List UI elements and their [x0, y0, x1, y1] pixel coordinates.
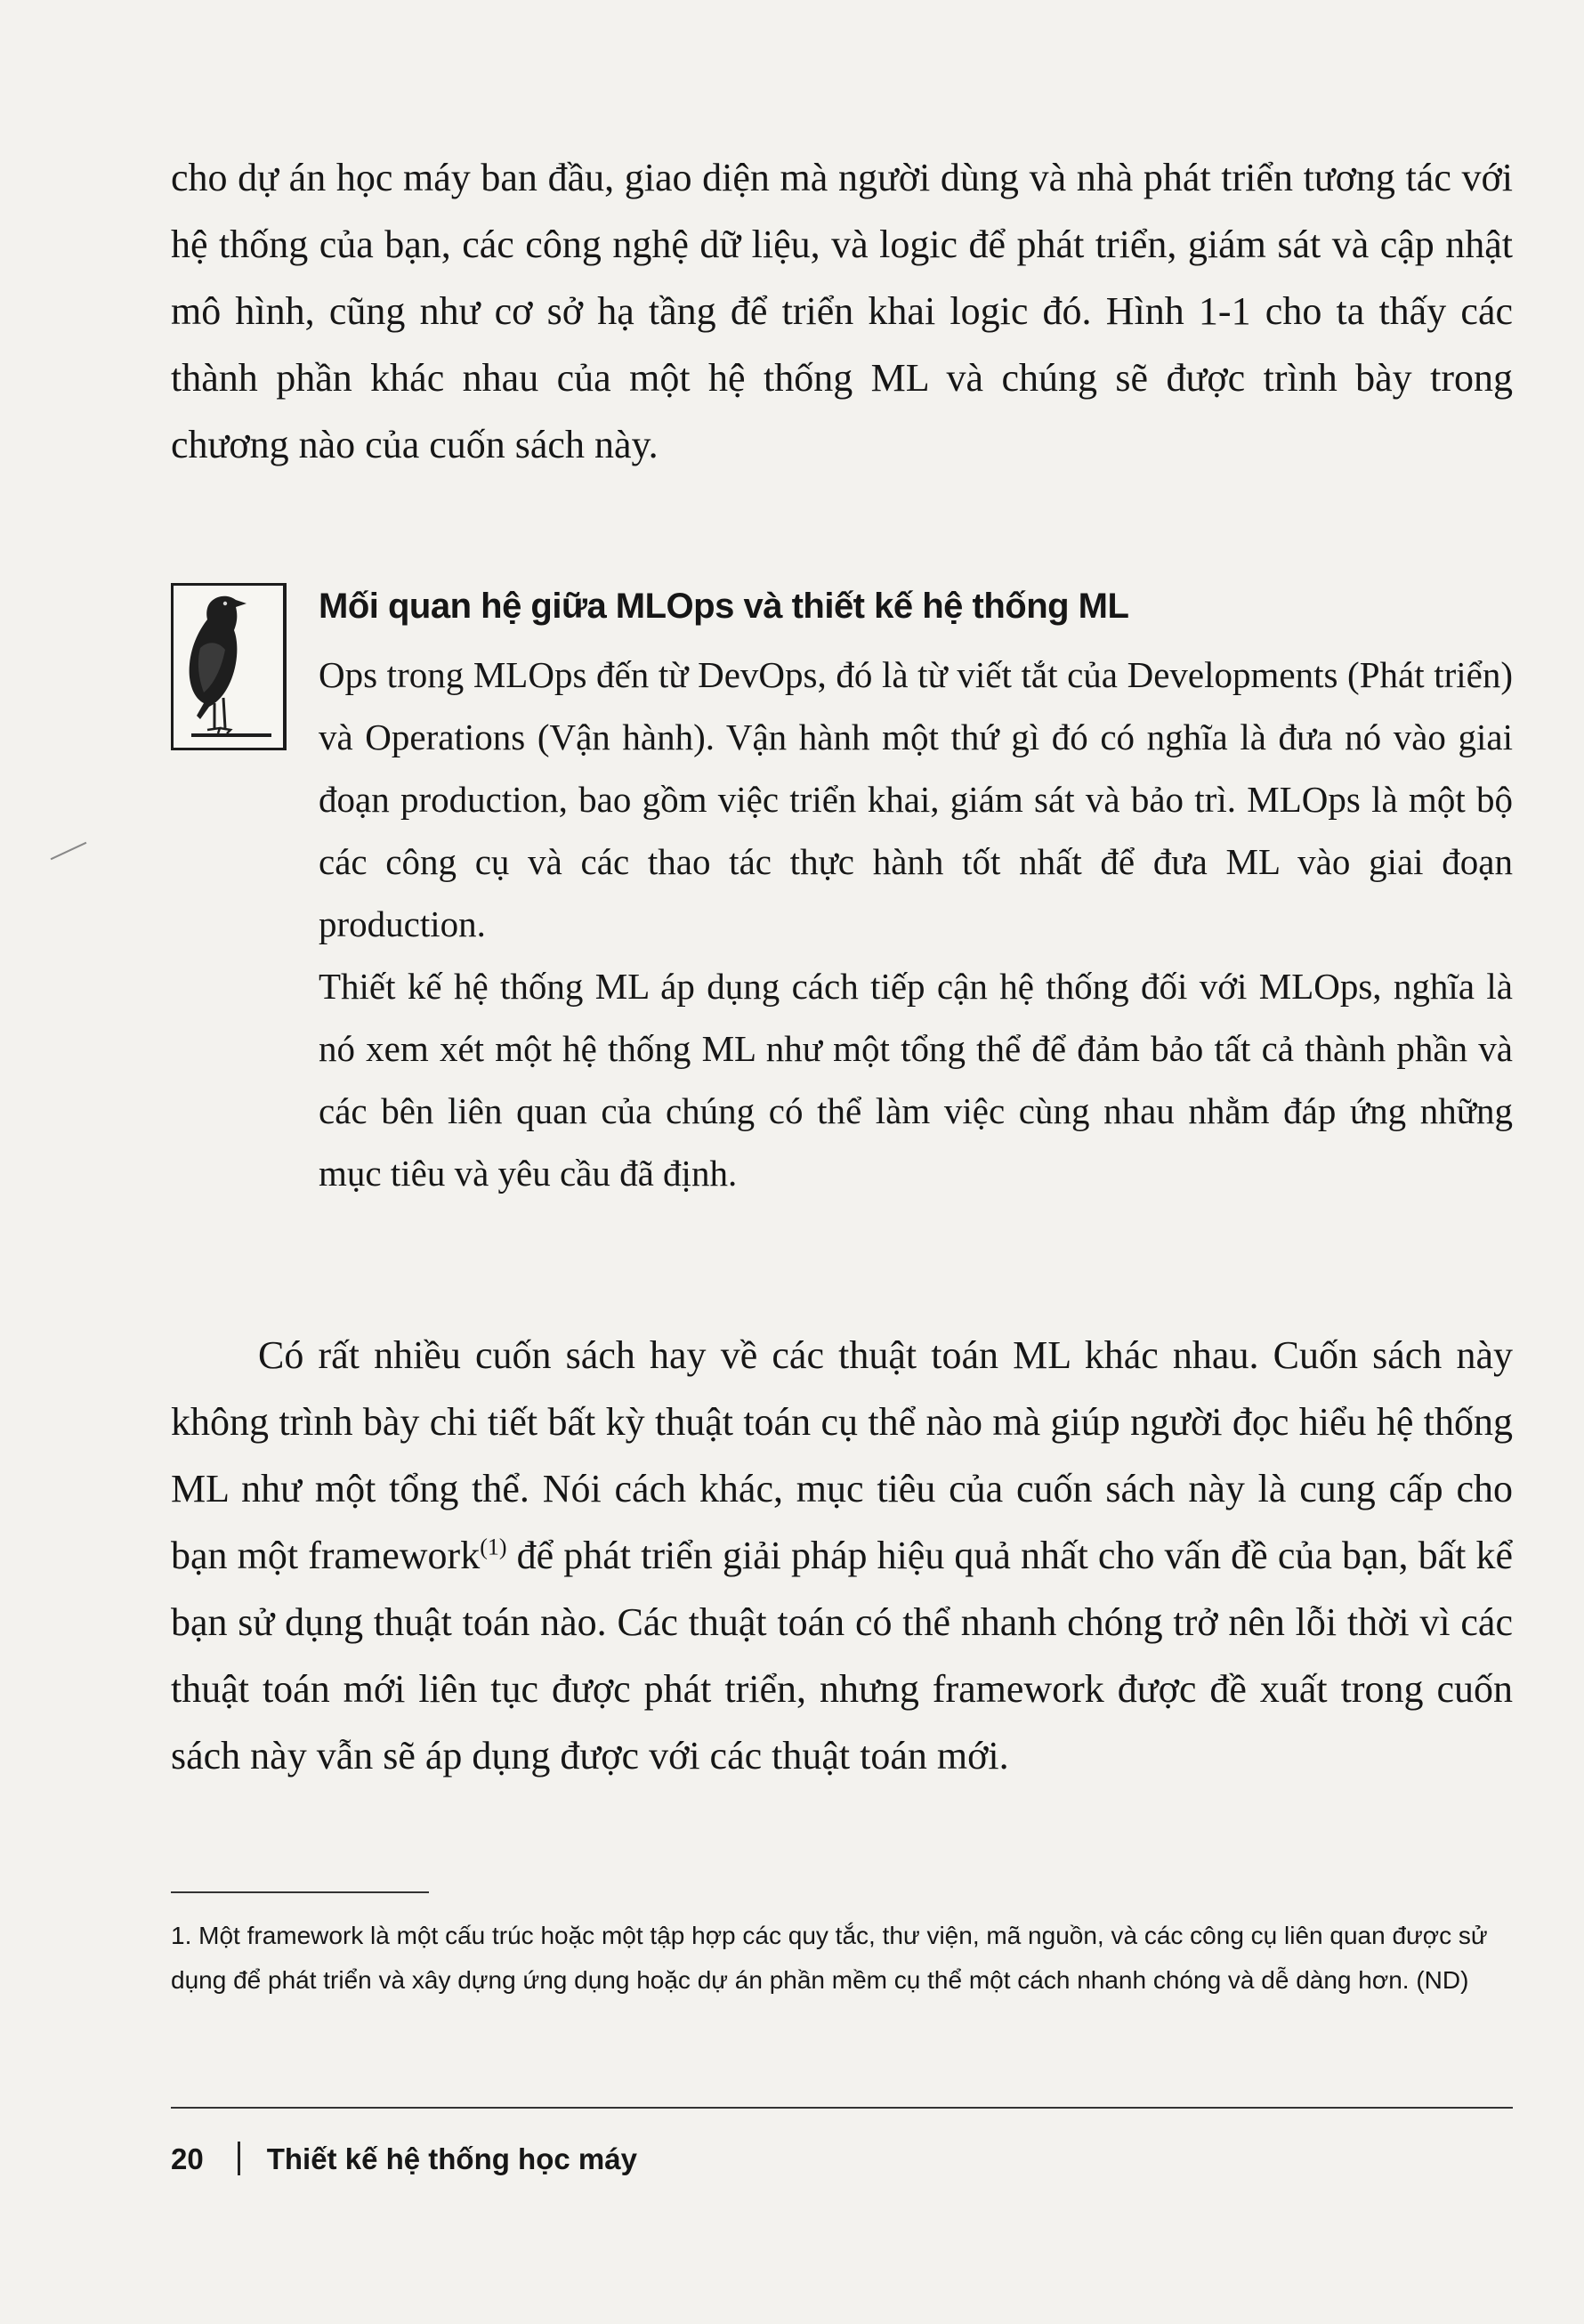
- note-paragraph: Ops trong MLOps đến từ DevOps, đó là từ viết tắt của Developments (Phát triển) và Operations (Vận hành). Vận hành một thứ gì đó có nghĩa là đưa nó vào giai đoạn production, bao gồm việc triển khai, giám sát và bảo trì. MLOps là một bộ các công cụ và các thao tác thực hành tốt nhất để đưa ML vào giai đoạn production.: [319, 654, 1513, 944]
- sidebar-note: [171, 574, 1513, 1251]
- footer-separator: [238, 2142, 240, 2175]
- note-body: [319, 644, 1513, 1204]
- note-paragraph: Thiết kế hệ thống ML áp dụng cách tiếp cận hệ thống đối với MLOps, nghĩa là nó xem xét một hệ thống ML như một tổng thể để đảm bảo tất cả thành phần và các bên liên quan của chúng có thể làm việc cùng nhau nhằm đáp ứng những mục tiêu và yêu cầu đã định.: [319, 966, 1513, 1194]
- page-footer: [171, 2134, 637, 2188]
- main-paragraph-text: Có rất nhiều cuốn sách hay về các thuật toán ML khác nhau. Cuốn sách này không trình bày chi tiết bất kỳ thuật toán cụ thể nào mà giúp người đọc hiểu hệ thống ML như một tổng thể. Nói cách khác, mục tiêu của cuốn sách này là cung cấp cho bạn một framework: [171, 1333, 1513, 1577]
- crow-icon: [171, 583, 287, 750]
- footnote: 1. Một framework là một cấu trúc hoặc một tập hợp các quy tắc, thư viện, mã nguồn, và các công cụ liên quan được sử dụng để phát triển và xây dựng ứng dụng hoặc dự án phần mềm cụ thể một cách nhanh chóng và dễ dàng hơn. (ND): [171, 1922, 1488, 1994]
- note-title: Mối quan hệ giữa MLOps và thiết kế hệ thống ML: [319, 587, 1129, 626]
- footnote-reference: (1): [480, 1534, 507, 1560]
- footnote-divider: [171, 1891, 429, 1893]
- intro-paragraph: cho dự án học máy ban đầu, giao diện mà người dùng và nhà phát triển tương tác với hệ thống của bạn, các công nghệ dữ liệu, và logic để phát triển, giám sát và cập nhật mô hình, cũng như cơ sở hạ tầng để triển khai logic đó. Hình 1-1 cho ta thấy các thành phần khác nhau của một hệ thống ML và chúng sẽ được trình bày trong chương nào của cuốn sách này.: [171, 156, 1513, 466]
- page-number: 20: [171, 2142, 204, 2175]
- book-title: Thiết kế hệ thống học máy: [266, 2142, 637, 2175]
- footer-divider: [171, 2107, 1513, 2109]
- margin-pencil-mark: [51, 842, 87, 860]
- main-paragraph: [171, 1322, 1513, 1789]
- crow-illustration: [174, 586, 283, 748]
- main-paragraph-text: để phát triển giải pháp hiệu quả nhất cho vấn đề của bạn, bất kể bạn sử dụng thuật toán nào. Các thuật toán có thể nhanh chóng trở nên lỗi thời vì các thuật toán mới liên tục được phát triển, nhưng framework được đề xuất trong cuốn sách này vẫn sẽ áp dụng được với các thuật toán mới.: [171, 1534, 1513, 1777]
